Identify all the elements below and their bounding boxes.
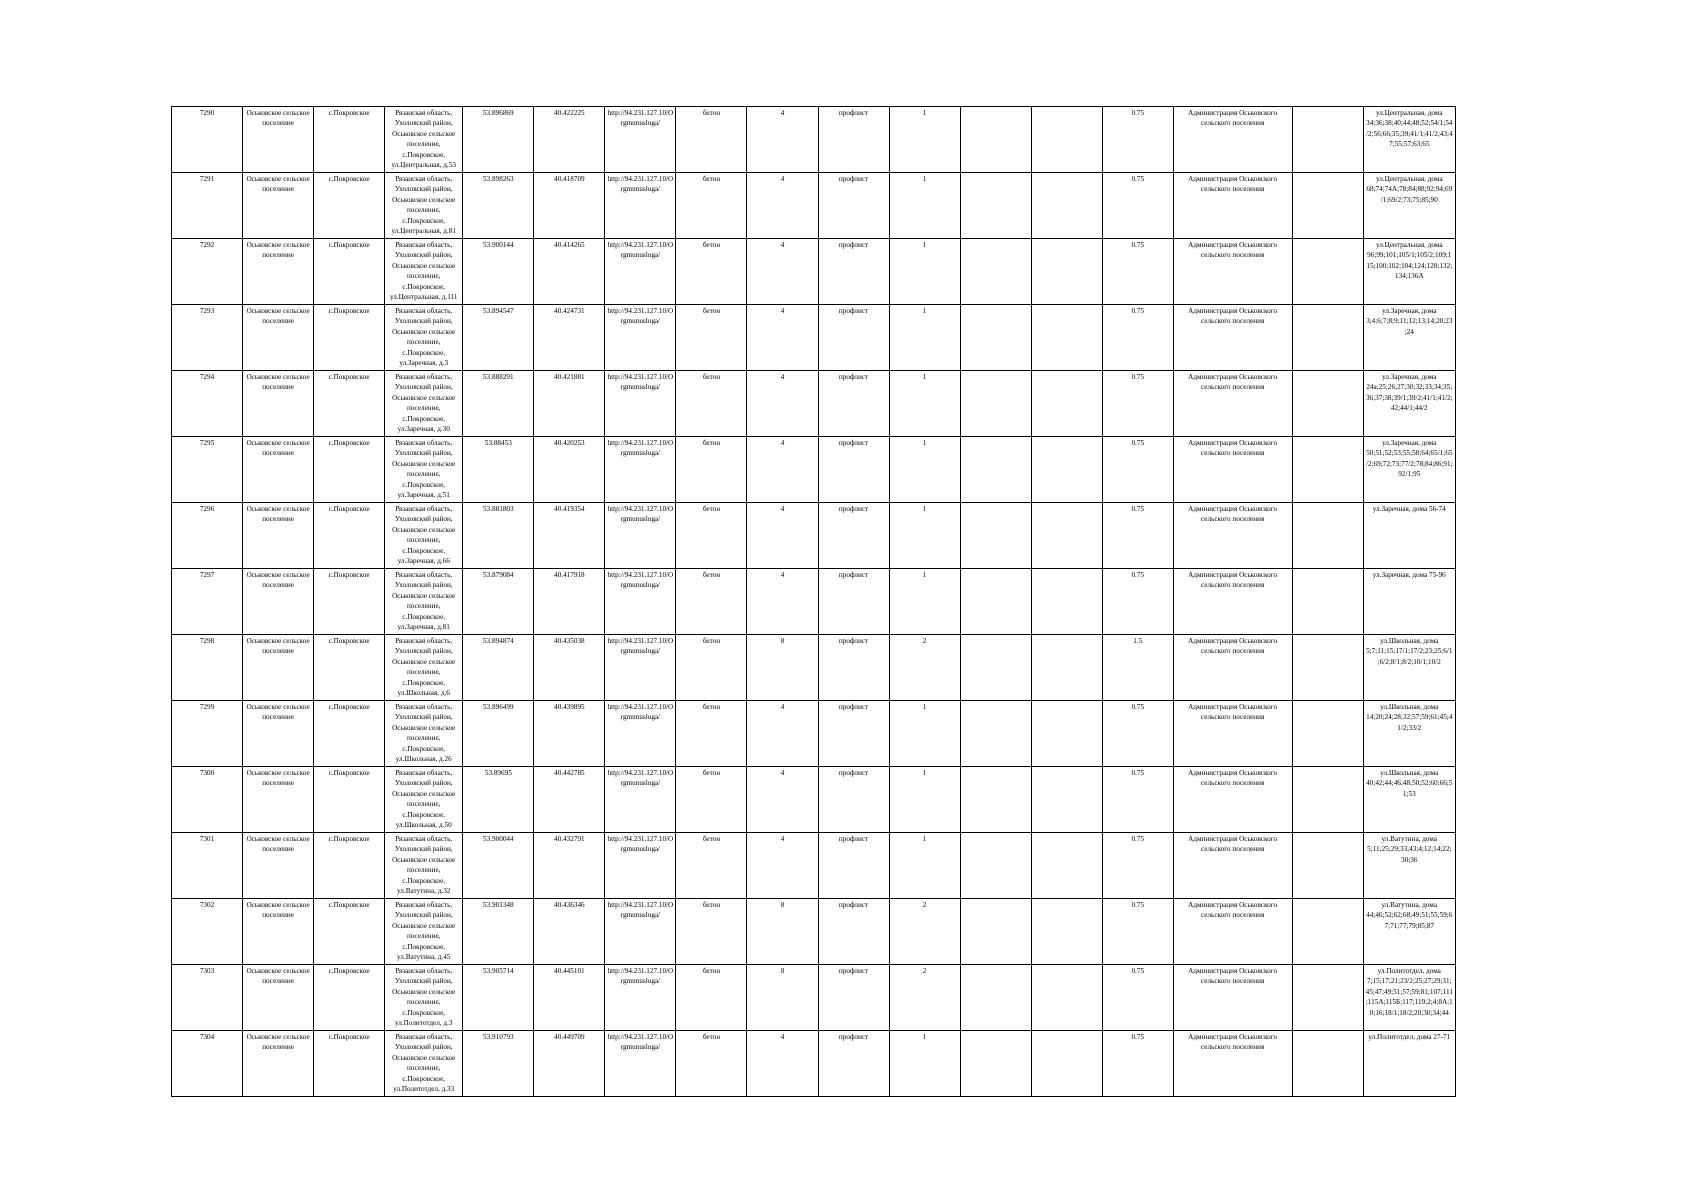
area-cell: 4: [747, 371, 818, 437]
latitude-cell: 53.894547: [463, 305, 534, 371]
url-cell: http://94.231.127.10/Orgmunusluga/: [605, 635, 676, 701]
volume-cell: 0.75: [1102, 107, 1173, 173]
area-cell: 4: [747, 239, 818, 305]
table-row: [172, 833, 1456, 899]
empty-cell: [1031, 107, 1102, 173]
volume-cell: 1.5: [1102, 635, 1173, 701]
volume-cell: 0.75: [1102, 1031, 1173, 1097]
surface-cell: бетон: [676, 173, 747, 239]
village-cell: с.Покровское: [314, 569, 385, 635]
empty-cell: [1031, 701, 1102, 767]
address-cell: Рязанская область, Ухоловский район, Оськовское сельское поселение, с.Покровское, ул.Политотдел, д.3: [385, 965, 463, 1031]
settlement-cell: Оськовское сельское поселение: [243, 833, 314, 899]
table-row: [172, 503, 1456, 569]
latitude-cell: 53.905714: [463, 965, 534, 1031]
longitude-cell: 40.420253: [534, 437, 605, 503]
empty-cell: [960, 173, 1031, 239]
url-cell: http://94.231.127.10/Orgmunusluga/: [605, 833, 676, 899]
table-row: [172, 701, 1456, 767]
table-row: [172, 899, 1456, 965]
site-id-cell: 7293: [172, 305, 243, 371]
fence-cell: профлист: [818, 305, 889, 371]
longitude-cell: 40.417918: [534, 569, 605, 635]
url-cell: http://94.231.127.10/Orgmunusluga/: [605, 965, 676, 1031]
url-cell: http://94.231.127.10/Orgmunusluga/: [605, 437, 676, 503]
url-cell: http://94.231.127.10/Orgmunusluga/: [605, 569, 676, 635]
containers-count-cell: 1: [889, 833, 960, 899]
containers-count-cell: 1: [889, 437, 960, 503]
site-id-cell: 7300: [172, 767, 243, 833]
site-id-cell: 7291: [172, 173, 243, 239]
table-row: [172, 635, 1456, 701]
empty-cell: [1031, 173, 1102, 239]
containers-count-cell: 2: [889, 899, 960, 965]
longitude-cell: 40.435038: [534, 635, 605, 701]
table-body: [172, 107, 1456, 1097]
empty-cell: [960, 569, 1031, 635]
url-cell: http://94.231.127.10/Orgmunusluga/: [605, 371, 676, 437]
empty-cell: [960, 635, 1031, 701]
url-cell: http://94.231.127.10/Orgmunusluga/: [605, 305, 676, 371]
village-cell: с.Покровское: [314, 767, 385, 833]
owner-cell: Администрация Оськовского сельского поселения: [1173, 833, 1292, 899]
url-cell: http://94.231.127.10/Orgmunusluga/: [605, 767, 676, 833]
empty-cell: [960, 437, 1031, 503]
surface-cell: бетон: [676, 833, 747, 899]
village-cell: с.Покровское: [314, 107, 385, 173]
containers-count-cell: 1: [889, 107, 960, 173]
empty-cell: [1292, 107, 1363, 173]
latitude-cell: 53.879084: [463, 569, 534, 635]
empty-cell: [960, 239, 1031, 305]
fence-cell: профлист: [818, 569, 889, 635]
site-id-cell: 7295: [172, 437, 243, 503]
empty-cell: [960, 899, 1031, 965]
owner-cell: Администрация Оськовского сельского поселения: [1173, 635, 1292, 701]
latitude-cell: 53.881803: [463, 503, 534, 569]
volume-cell: 0.75: [1102, 899, 1173, 965]
served-houses-cell: ул.Школьная, дома 14;20;24;28;32;57;59;61;45;41/2;33/2: [1363, 701, 1455, 767]
address-cell: Рязанская область, Ухоловский район, Оськовское сельское поселение, с.Покровское, ул.Политотдел, д.33: [385, 1031, 463, 1097]
empty-cell: [960, 767, 1031, 833]
empty-cell: [1292, 833, 1363, 899]
longitude-cell: 40.418709: [534, 173, 605, 239]
village-cell: с.Покровское: [314, 1031, 385, 1097]
table-row: [172, 965, 1456, 1031]
served-houses-cell: ул.Заречная, дома 3;4;6;7;8;9;11;12;13;14;20;23;24: [1363, 305, 1455, 371]
owner-cell: Администрация Оськовского сельского поселения: [1173, 305, 1292, 371]
served-houses-cell: ул.Политотдел, дома 7;15;17;21;23/2;25;27;29;31;45;47;49;51;57;59;81;107;111;115А;115Б;117;119;2;4;8А;10;16;18/1;18/2;20;30;34;44: [1363, 965, 1455, 1031]
surface-cell: бетон: [676, 437, 747, 503]
address-cell: Рязанская область, Ухоловский район, Оськовское сельское поселение, с.Покровское, ул.Заречная, д.51: [385, 437, 463, 503]
empty-cell: [1292, 767, 1363, 833]
address-cell: Рязанская область, Ухоловский район, Оськовское сельское поселение, с.Покровское, ул.Школьная, д.50: [385, 767, 463, 833]
address-cell: Рязанская область, Ухоловский район, Оськовское сельское поселение, с.Покровское, ул.Ватутина, д.45: [385, 899, 463, 965]
table-row: [172, 371, 1456, 437]
owner-cell: Администрация Оськовского сельского поселения: [1173, 701, 1292, 767]
fence-cell: профлист: [818, 503, 889, 569]
fence-cell: профлист: [818, 767, 889, 833]
fence-cell: профлист: [818, 899, 889, 965]
settlement-cell: Оськовское сельское поселение: [243, 899, 314, 965]
empty-cell: [960, 965, 1031, 1031]
empty-cell: [1292, 305, 1363, 371]
served-houses-cell: ул.Заречная, дома 24а;25;26;27;30;32;33;34;35;36;37;38;39/1;39/2;41/1;41/2;42;44/1;44/2: [1363, 371, 1455, 437]
surface-cell: бетон: [676, 899, 747, 965]
area-cell: 8: [747, 965, 818, 1031]
latitude-cell: 53.901348: [463, 899, 534, 965]
site-id-cell: 7292: [172, 239, 243, 305]
area-cell: 4: [747, 701, 818, 767]
latitude-cell: 53.898263: [463, 173, 534, 239]
volume-cell: 0.75: [1102, 239, 1173, 305]
surface-cell: бетон: [676, 107, 747, 173]
containers-count-cell: 2: [889, 635, 960, 701]
site-id-cell: 7302: [172, 899, 243, 965]
empty-cell: [1292, 965, 1363, 1031]
table-row: [172, 305, 1456, 371]
village-cell: с.Покровское: [314, 701, 385, 767]
empty-cell: [1031, 437, 1102, 503]
empty-cell: [1292, 371, 1363, 437]
address-cell: Рязанская область, Ухоловский район, Оськовское сельское поселение, с.Покровское, ул.Центральная, д.53: [385, 107, 463, 173]
containers-count-cell: 1: [889, 305, 960, 371]
surface-cell: бетон: [676, 701, 747, 767]
empty-cell: [1292, 173, 1363, 239]
served-houses-cell: ул.Ватутина, дома 5;11;25;29;33;43;4;12;14;22;30;36: [1363, 833, 1455, 899]
table-row: [172, 107, 1456, 173]
empty-cell: [1031, 833, 1102, 899]
fence-cell: профлист: [818, 107, 889, 173]
container-sites-table: [171, 106, 1456, 1097]
empty-cell: [1292, 635, 1363, 701]
settlement-cell: Оськовское сельское поселение: [243, 239, 314, 305]
settlement-cell: Оськовское сельское поселение: [243, 503, 314, 569]
owner-cell: Администрация Оськовского сельского поселения: [1173, 899, 1292, 965]
area-cell: 4: [747, 1031, 818, 1097]
area-cell: 4: [747, 173, 818, 239]
address-cell: Рязанская область, Ухоловский район, Оськовское сельское поселение, с.Покровское, ул.Школьная, д.6: [385, 635, 463, 701]
latitude-cell: 53.894874: [463, 635, 534, 701]
village-cell: с.Покровское: [314, 899, 385, 965]
served-houses-cell: ул.Политотдел, дома 27-71: [1363, 1031, 1455, 1097]
volume-cell: 0.75: [1102, 833, 1173, 899]
settlement-cell: Оськовское сельское поселение: [243, 305, 314, 371]
served-houses-cell: ул.Ватутина, дома 44;46;52;62;68;49;51;55;59;67;71;77;79;85;87: [1363, 899, 1455, 965]
surface-cell: бетон: [676, 635, 747, 701]
village-cell: с.Покровское: [314, 833, 385, 899]
area-cell: 4: [747, 767, 818, 833]
longitude-cell: 40.442785: [534, 767, 605, 833]
owner-cell: Администрация Оськовского сельского поселения: [1173, 1031, 1292, 1097]
empty-cell: [1031, 1031, 1102, 1097]
area-cell: 4: [747, 107, 818, 173]
area-cell: 8: [747, 899, 818, 965]
village-cell: с.Покровское: [314, 239, 385, 305]
fence-cell: профлист: [818, 833, 889, 899]
url-cell: http://94.231.127.10/Orgmunusluga/: [605, 1031, 676, 1097]
latitude-cell: 53.896869: [463, 107, 534, 173]
site-id-cell: 7296: [172, 503, 243, 569]
settlement-cell: Оськовское сельское поселение: [243, 569, 314, 635]
latitude-cell: 53.900144: [463, 239, 534, 305]
latitude-cell: 53.88453: [463, 437, 534, 503]
table-row: [172, 173, 1456, 239]
site-id-cell: 7304: [172, 1031, 243, 1097]
area-cell: 4: [747, 503, 818, 569]
surface-cell: бетон: [676, 1031, 747, 1097]
owner-cell: Администрация Оськовского сельского поселения: [1173, 239, 1292, 305]
empty-cell: [960, 371, 1031, 437]
site-id-cell: 7301: [172, 833, 243, 899]
surface-cell: бетон: [676, 503, 747, 569]
fence-cell: профлист: [818, 965, 889, 1031]
table-row: [172, 239, 1456, 305]
site-id-cell: 7297: [172, 569, 243, 635]
owner-cell: Администрация Оськовского сельского поселения: [1173, 371, 1292, 437]
containers-count-cell: 1: [889, 239, 960, 305]
served-houses-cell: ул.Центральная, дома 34;36;38;40;44;48;52;54/1;54/2;56;66;35;39;41/1;41/2;43;47;55;57;63;65: [1363, 107, 1455, 173]
latitude-cell: 53.900044: [463, 833, 534, 899]
latitude-cell: 53.89695: [463, 767, 534, 833]
settlement-cell: Оськовское сельское поселение: [243, 107, 314, 173]
served-houses-cell: ул.Школьная, дома 40;42;44;46;48;50;52;60;66;51;53: [1363, 767, 1455, 833]
fence-cell: профлист: [818, 701, 889, 767]
empty-cell: [1031, 569, 1102, 635]
longitude-cell: 40.419354: [534, 503, 605, 569]
table-row: [172, 1031, 1456, 1097]
empty-cell: [960, 107, 1031, 173]
empty-cell: [1031, 767, 1102, 833]
empty-cell: [1292, 899, 1363, 965]
served-houses-cell: ул.Центральная, дома 68;74;74А;78;84;88;92;94;69/1;69/2;73;75;85;90: [1363, 173, 1455, 239]
fence-cell: профлист: [818, 173, 889, 239]
empty-cell: [1031, 371, 1102, 437]
empty-cell: [1292, 503, 1363, 569]
empty-cell: [960, 833, 1031, 899]
fence-cell: профлист: [818, 1031, 889, 1097]
volume-cell: 0.75: [1102, 965, 1173, 1031]
served-houses-cell: ул.Заречная, дома 75-96: [1363, 569, 1455, 635]
address-cell: Рязанская область, Ухоловский район, Оськовское сельское поселение, с.Покровское, ул.Заречная, д.81: [385, 569, 463, 635]
containers-count-cell: 1: [889, 1031, 960, 1097]
area-cell: 4: [747, 305, 818, 371]
volume-cell: 0.75: [1102, 305, 1173, 371]
village-cell: с.Покровское: [314, 371, 385, 437]
longitude-cell: 40.436346: [534, 899, 605, 965]
owner-cell: Администрация Оськовского сельского поселения: [1173, 503, 1292, 569]
area-cell: 4: [747, 437, 818, 503]
site-id-cell: 7294: [172, 371, 243, 437]
empty-cell: [1292, 701, 1363, 767]
address-cell: Рязанская область, Ухоловский район, Оськовское сельское поселение, с.Покровское, ул.Заречная, д.66: [385, 503, 463, 569]
url-cell: http://94.231.127.10/Orgmunusluga/: [605, 899, 676, 965]
latitude-cell: 53.910793: [463, 1031, 534, 1097]
fence-cell: профлист: [818, 239, 889, 305]
url-cell: http://94.231.127.10/Orgmunusluga/: [605, 503, 676, 569]
empty-cell: [1031, 503, 1102, 569]
settlement-cell: Оськовское сельское поселение: [243, 965, 314, 1031]
volume-cell: 0.75: [1102, 569, 1173, 635]
empty-cell: [1292, 437, 1363, 503]
url-cell: http://94.231.127.10/Orgmunusluga/: [605, 173, 676, 239]
site-id-cell: 7290: [172, 107, 243, 173]
containers-count-cell: 1: [889, 767, 960, 833]
volume-cell: 0.75: [1102, 503, 1173, 569]
empty-cell: [1292, 569, 1363, 635]
address-cell: Рязанская область, Ухоловский район, Оськовское сельское поселение, с.Покровское, ул.Заречная, д.3: [385, 305, 463, 371]
settlement-cell: Оськовское сельское поселение: [243, 767, 314, 833]
containers-count-cell: 1: [889, 569, 960, 635]
longitude-cell: 40.414265: [534, 239, 605, 305]
table-row: [172, 569, 1456, 635]
url-cell: http://94.231.127.10/Orgmunusluga/: [605, 107, 676, 173]
address-cell: Рязанская область, Ухоловский район, Оськовское сельское поселение, с.Покровское, ул.Центральная, д.81: [385, 173, 463, 239]
owner-cell: Администрация Оськовского сельского поселения: [1173, 569, 1292, 635]
site-id-cell: 7303: [172, 965, 243, 1031]
village-cell: с.Покровское: [314, 305, 385, 371]
owner-cell: Администрация Оськовского сельского поселения: [1173, 437, 1292, 503]
village-cell: с.Покровское: [314, 503, 385, 569]
surface-cell: бетон: [676, 965, 747, 1031]
volume-cell: 0.75: [1102, 437, 1173, 503]
fence-cell: профлист: [818, 437, 889, 503]
address-cell: Рязанская область, Ухоловский район, Оськовское сельское поселение, с.Покровское, ул.Заречная, д.30: [385, 371, 463, 437]
served-houses-cell: ул.Центральная, дома 96;99;101;105/1;105/2;109;115;100;102;104;124;128;132;134;136А: [1363, 239, 1455, 305]
served-houses-cell: ул.Заречная, дома 50;51;52;53;55;58;64;65/1;65/2;69;72;73;77/2;78;84;86;91;92/1;95: [1363, 437, 1455, 503]
settlement-cell: Оськовское сельское поселение: [243, 173, 314, 239]
table-row: [172, 437, 1456, 503]
owner-cell: Администрация Оськовского сельского поселения: [1173, 767, 1292, 833]
volume-cell: 0.75: [1102, 173, 1173, 239]
settlement-cell: Оськовское сельское поселение: [243, 437, 314, 503]
address-cell: Рязанская область, Ухоловский район, Оськовское сельское поселение, с.Покровское, ул.Центральная, д.111: [385, 239, 463, 305]
address-cell: Рязанская область, Ухоловский район, Оськовское сельское поселение, с.Покровское, ул.Школьная, д.26: [385, 701, 463, 767]
url-cell: http://94.231.127.10/Orgmunusluga/: [605, 701, 676, 767]
village-cell: с.Покровское: [314, 173, 385, 239]
village-cell: с.Покровское: [314, 437, 385, 503]
settlement-cell: Оськовское сельское поселение: [243, 701, 314, 767]
empty-cell: [960, 305, 1031, 371]
empty-cell: [960, 503, 1031, 569]
empty-cell: [1292, 1031, 1363, 1097]
surface-cell: бетон: [676, 767, 747, 833]
served-houses-cell: ул.Заречная, дома 56-74: [1363, 503, 1455, 569]
surface-cell: бетон: [676, 305, 747, 371]
longitude-cell: 40.421881: [534, 371, 605, 437]
containers-count-cell: 2: [889, 965, 960, 1031]
fence-cell: профлист: [818, 635, 889, 701]
village-cell: с.Покровское: [314, 635, 385, 701]
containers-count-cell: 1: [889, 503, 960, 569]
settlement-cell: Оськовское сельское поселение: [243, 1031, 314, 1097]
owner-cell: Администрация Оськовского сельского поселения: [1173, 965, 1292, 1031]
empty-cell: [1031, 239, 1102, 305]
latitude-cell: 53.888291: [463, 371, 534, 437]
empty-cell: [1031, 305, 1102, 371]
area-cell: 4: [747, 833, 818, 899]
empty-cell: [1031, 635, 1102, 701]
site-id-cell: 7299: [172, 701, 243, 767]
containers-count-cell: 1: [889, 371, 960, 437]
longitude-cell: 40.445101: [534, 965, 605, 1031]
area-cell: 8: [747, 635, 818, 701]
empty-cell: [1292, 239, 1363, 305]
longitude-cell: 40.424731: [534, 305, 605, 371]
longitude-cell: 40.422225: [534, 107, 605, 173]
settlement-cell: Оськовское сельское поселение: [243, 635, 314, 701]
site-id-cell: 7298: [172, 635, 243, 701]
surface-cell: бетон: [676, 569, 747, 635]
area-cell: 4: [747, 569, 818, 635]
containers-count-cell: 1: [889, 701, 960, 767]
empty-cell: [1031, 899, 1102, 965]
surface-cell: бетон: [676, 371, 747, 437]
longitude-cell: 40.439895: [534, 701, 605, 767]
owner-cell: Администрация Оськовского сельского поселения: [1173, 173, 1292, 239]
empty-cell: [960, 1031, 1031, 1097]
containers-count-cell: 1: [889, 173, 960, 239]
url-cell: http://94.231.127.10/Orgmunusluga/: [605, 239, 676, 305]
served-houses-cell: ул.Школьная, дома 5;7;11;15;17/1;17/2;23;25;6/1;6/2;8/1;8/2;10/1;10/2: [1363, 635, 1455, 701]
village-cell: с.Покровское: [314, 965, 385, 1031]
volume-cell: 0.75: [1102, 767, 1173, 833]
surface-cell: бетон: [676, 239, 747, 305]
longitude-cell: 40.432791: [534, 833, 605, 899]
owner-cell: Администрация Оськовского сельского поселения: [1173, 107, 1292, 173]
empty-cell: [960, 701, 1031, 767]
volume-cell: 0.75: [1102, 701, 1173, 767]
volume-cell: 0.75: [1102, 371, 1173, 437]
empty-cell: [1031, 965, 1102, 1031]
fence-cell: профлист: [818, 371, 889, 437]
table-row: [172, 767, 1456, 833]
address-cell: Рязанская область, Ухоловский район, Оськовское сельское поселение, с.Покровское, ул.Ватутина, д.32: [385, 833, 463, 899]
longitude-cell: 40.449709: [534, 1031, 605, 1097]
settlement-cell: Оськовское сельское поселение: [243, 371, 314, 437]
latitude-cell: 53.896499: [463, 701, 534, 767]
